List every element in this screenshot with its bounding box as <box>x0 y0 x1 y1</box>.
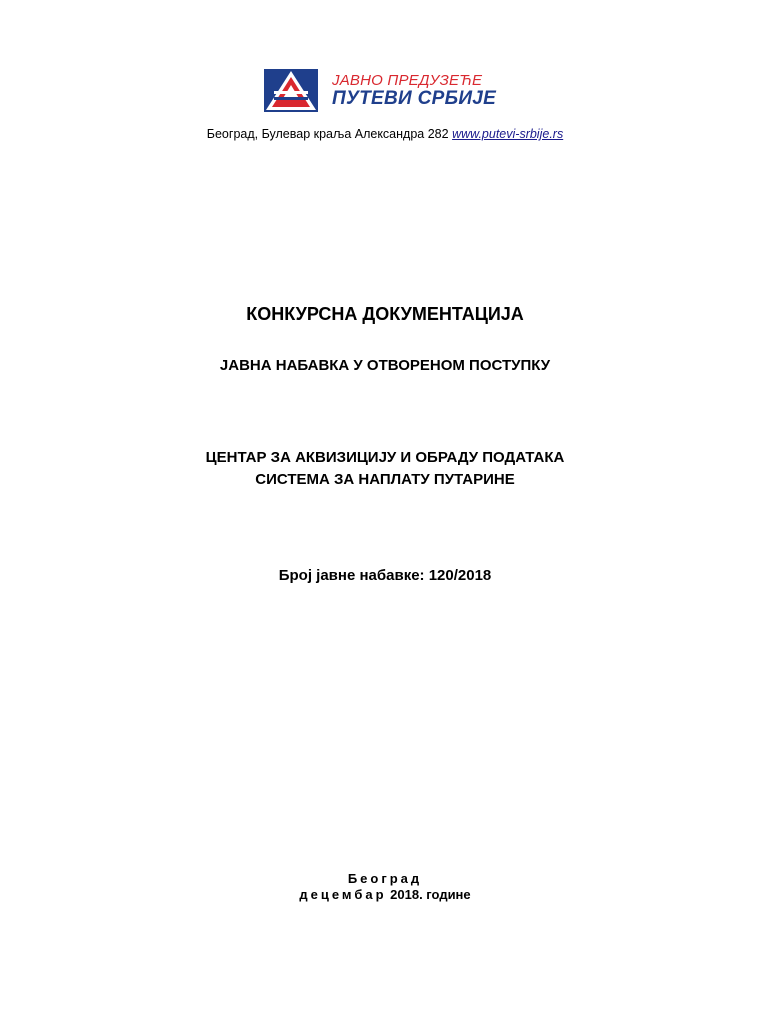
address-text: Београд, Булевар краља Александра 282 <box>206 127 449 141</box>
logo-company-name: ПУТЕВИ СРБИЈЕ <box>332 88 497 109</box>
company-address <box>0 126 770 142</box>
company-logo <box>264 69 514 113</box>
footer-city: Београд <box>347 871 423 886</box>
procedure-type: ЈАВНА НАБАВКА У ОТВОРЕНОМ ПОСТУПКУ <box>219 357 551 374</box>
road-logo-icon <box>264 69 318 112</box>
footer-date <box>0 887 770 903</box>
procurement-number: Број јавне набавке: 120/2018 <box>278 567 492 584</box>
subject-line-2: СИСТЕМА ЗА НАПЛАТУ ПУТАРИНЕ <box>255 471 515 488</box>
logo-company-type: ЈАВНО ПРЕДУЗЕЋЕ <box>332 72 483 89</box>
subject-line-1: ЦЕНТАР ЗА АКВИЗИЦИЈУ И ОБРАДУ ПОДАТАКА <box>205 449 565 466</box>
document-title: КОНКУРСНА ДОКУМЕНТАЦИЈА <box>246 304 524 324</box>
footer-year: 2018. године <box>386 887 471 902</box>
footer-month: децембар <box>299 887 387 902</box>
website-link[interactable]: www.putevi-srbije.rs <box>452 127 564 141</box>
